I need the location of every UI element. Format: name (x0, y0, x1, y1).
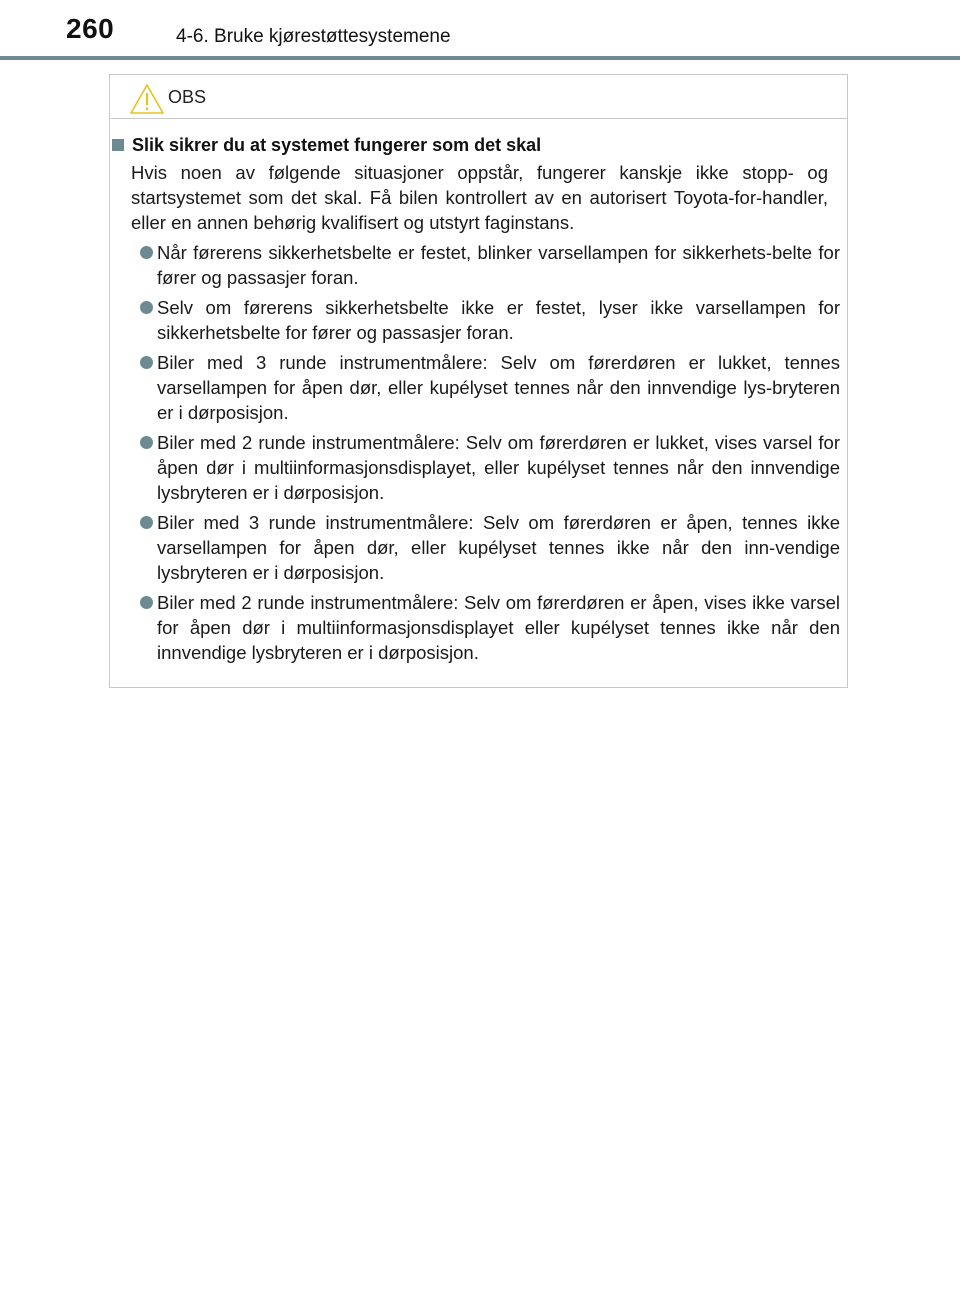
condition-list (110, 240, 847, 665)
circle-bullet-icon (140, 301, 153, 314)
page-header (0, 0, 960, 47)
square-bullet-icon (112, 139, 124, 151)
block-heading-text: Slik sikrer du at systemet fungerer som det skal (132, 135, 542, 155)
circle-bullet-icon (140, 596, 153, 609)
list-item (157, 510, 840, 585)
circle-bullet-icon (140, 436, 153, 449)
warning-triangle-icon (129, 83, 165, 115)
list-item (157, 295, 840, 345)
caution-box (109, 74, 848, 688)
list-item (157, 240, 840, 290)
list-item-text: Biler med 3 runde instrumentmålere: Selv om førerdøren er åpen, tennes ikke varsellampen for åpen dør, eller kupélyset tennes ikke når den inn-vendige lysbryteren er i dørposisjon. (157, 512, 840, 583)
list-item (157, 350, 840, 425)
circle-bullet-icon (140, 246, 153, 259)
circle-bullet-icon (140, 516, 153, 529)
intro-paragraph: Hvis noen av følgende situasjoner oppstår, fungerer kanskje ikke stopp- og startsystemet som det skal. Få bilen kontrollert av en autorisert Toyota-for-handler, eller en annen behørig kvalifisert og utstyrt faginstans. (131, 162, 828, 233)
list-item-text: Biler med 3 runde instrumentmålere: Selv om førerdøren er lukket, tennes varsellampen for åpen dør, eller kupélyset tennes når den innvendige lys-bryteren er i dørposisjon. (157, 352, 840, 423)
header-divider (0, 56, 960, 60)
block-heading (110, 133, 847, 157)
caution-title: OBS (168, 87, 207, 107)
caution-body (110, 133, 847, 670)
page-number: 260 (66, 13, 115, 44)
list-item-text: Biler med 2 runde instrumentmålere: Selv om førerdøren er åpen, vises ikke varsel for åpen dør i multiinformasjonsdisplayet eller kupélyset tennes ikke når den innvendige lysbryteren er i dørposisjon. (157, 592, 840, 663)
list-item-text: Når førerens sikkerhetsbelte er festet, blinker varsellampen for sikkerhets-belte for fører og passasjer foran. (157, 242, 840, 288)
section-title: 4-6. Bruke kjørestøttesystemene (176, 26, 451, 47)
list-item-text: Biler med 2 runde instrumentmålere: Selv om førerdøren er lukket, vises varsel for åpen dør i multiinformasjonsdisplayet, eller kupélyset tennes når den innvendige lysbryteren er i dørposisjon. (157, 432, 840, 503)
list-item (157, 430, 840, 505)
list-item (157, 590, 840, 665)
circle-bullet-icon (140, 356, 153, 369)
list-item-text: Selv om førerens sikkerhetsbelte ikke er festet, lyser ikke varsellampen for sikkerhetsbelte for fører og passasjer foran. (157, 297, 840, 343)
caution-header (110, 75, 847, 119)
